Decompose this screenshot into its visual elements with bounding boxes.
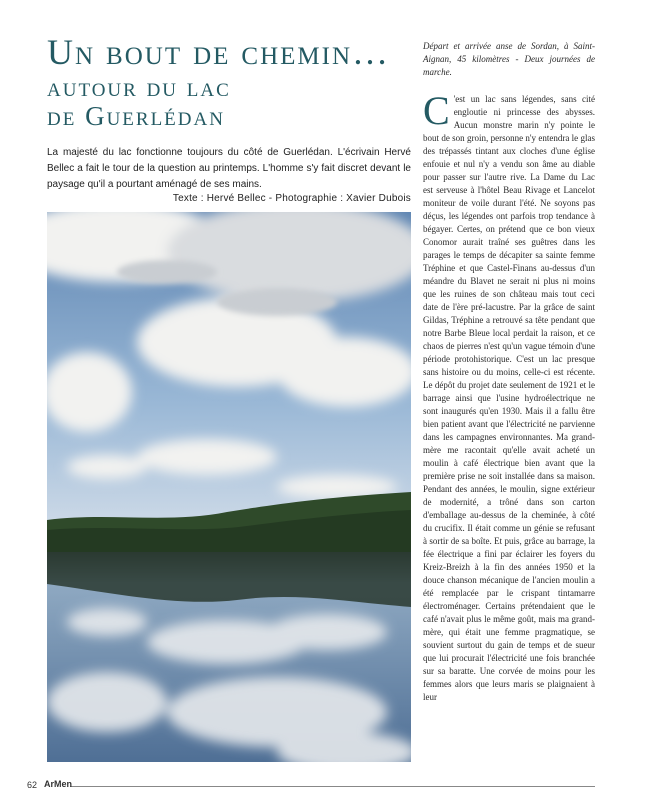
article-body xyxy=(423,88,595,704)
drop-cap: C xyxy=(423,88,450,133)
page-number: 62 xyxy=(27,780,38,790)
lake-photo xyxy=(47,212,411,762)
article-credits: Texte : Hervé Bellec - Photographie : Xavier Dubois xyxy=(172,193,411,204)
title-line-3: de Guerlédan xyxy=(47,101,225,131)
title-line-2: autour du lac xyxy=(47,72,231,102)
lake-landscape-photo xyxy=(47,212,411,762)
magazine-logo: ArMen xyxy=(44,779,73,789)
article-intro: La majesté du lac fonctionne toujours du côté de Guerlédan. L'écrivain Hervé Bellec a fait le tour de la question au printemps. L'homme s'y fait discret devant le paysage qu'il a pourtant aménagé de ses mains. xyxy=(47,147,411,190)
route-info: Départ et arrivée anse de Sordan, à Saint-Aignan, 45 kilomètres - Deux journées de marche. xyxy=(423,41,595,77)
footer-rule xyxy=(70,786,595,787)
article-title xyxy=(47,34,417,130)
body-text: 'est un lac sans légendes, sans cité engloutie ni princesse des abysses. Aucun monstre marin n'y pointe le bout de son groin, personne n'y entendra le glas des trépassés tintant aux cloches d'une église enfouie et nul n'y a vendu son âme au diable pour passer sur l'autre rive. La Dame du Lac est serveuse à l'hôtel Beau Rivage et Lancelot moniteur de voile durant l'été. Ne soyons pas déçus, les légendes ont parfois trop tendance à bégayer. Certes, on prétend que ce bon vieux Conomor aurait traîné ses guêtres dans les parages le temps de décapiter sa sainte femme Tréphine et que Castel-Finans au-dessus d'un méandre du Blavet ne serait ni plus ni moins que les ruines de son château mais tout ceci date de l'ère pré-lacustre. Par la grâce de saint Gildas, Tréphine a retrouvé sa tête pendant que notre Barbe Bleue local perdait la raison, et ce chaos de pierres n'est qu'un vague témoin d'une période protohistorique. C'est un lac presque sans histoire ou du moins, celle-ci est récente. Le dépôt du projet date seulement de 1921 et le barrage ainsi que l'usine hydroélectrique ne sont inaugurés qu'en 1930. Mais il a fallu être bien patient avant que l'électricité ne parvienne dans les campagnes environnantes. Ma grand-mère me racontait qu'elle avait acheté un moulin à café électrique bien avant que la première prise ne soit installée dans sa maison. Pendant des années, le moulin, signe extérieur de modernité, a trôné dans son carton d'emballage au-dessus de la cheminée, à côté du crucifix. Il était comme un génie se refusant à sortir de sa boîte. Et puis, grâce au barrage, la fée électrique a fini par éclairer les foyers du Kreiz-Breizh à la fin des années 1950 et la douce chanson mécanique de l'ancien moulin a été remplacée par le crispant tintamarre électroménager. Certains prétendaient que le café n'avait plus le même goût, mais ma grand-mère, qui était une femme pragmatique, se souvient surtout du gain de temps et de sueur que lui procurait l'électricité une fois branchée sur sa baratte. Une corvée de moins pour les femmes alors que leurs maris se plaignaient à leur xyxy=(423,94,595,702)
title-line-1: Un bout de chemin… xyxy=(47,32,391,72)
article-column xyxy=(423,40,595,704)
